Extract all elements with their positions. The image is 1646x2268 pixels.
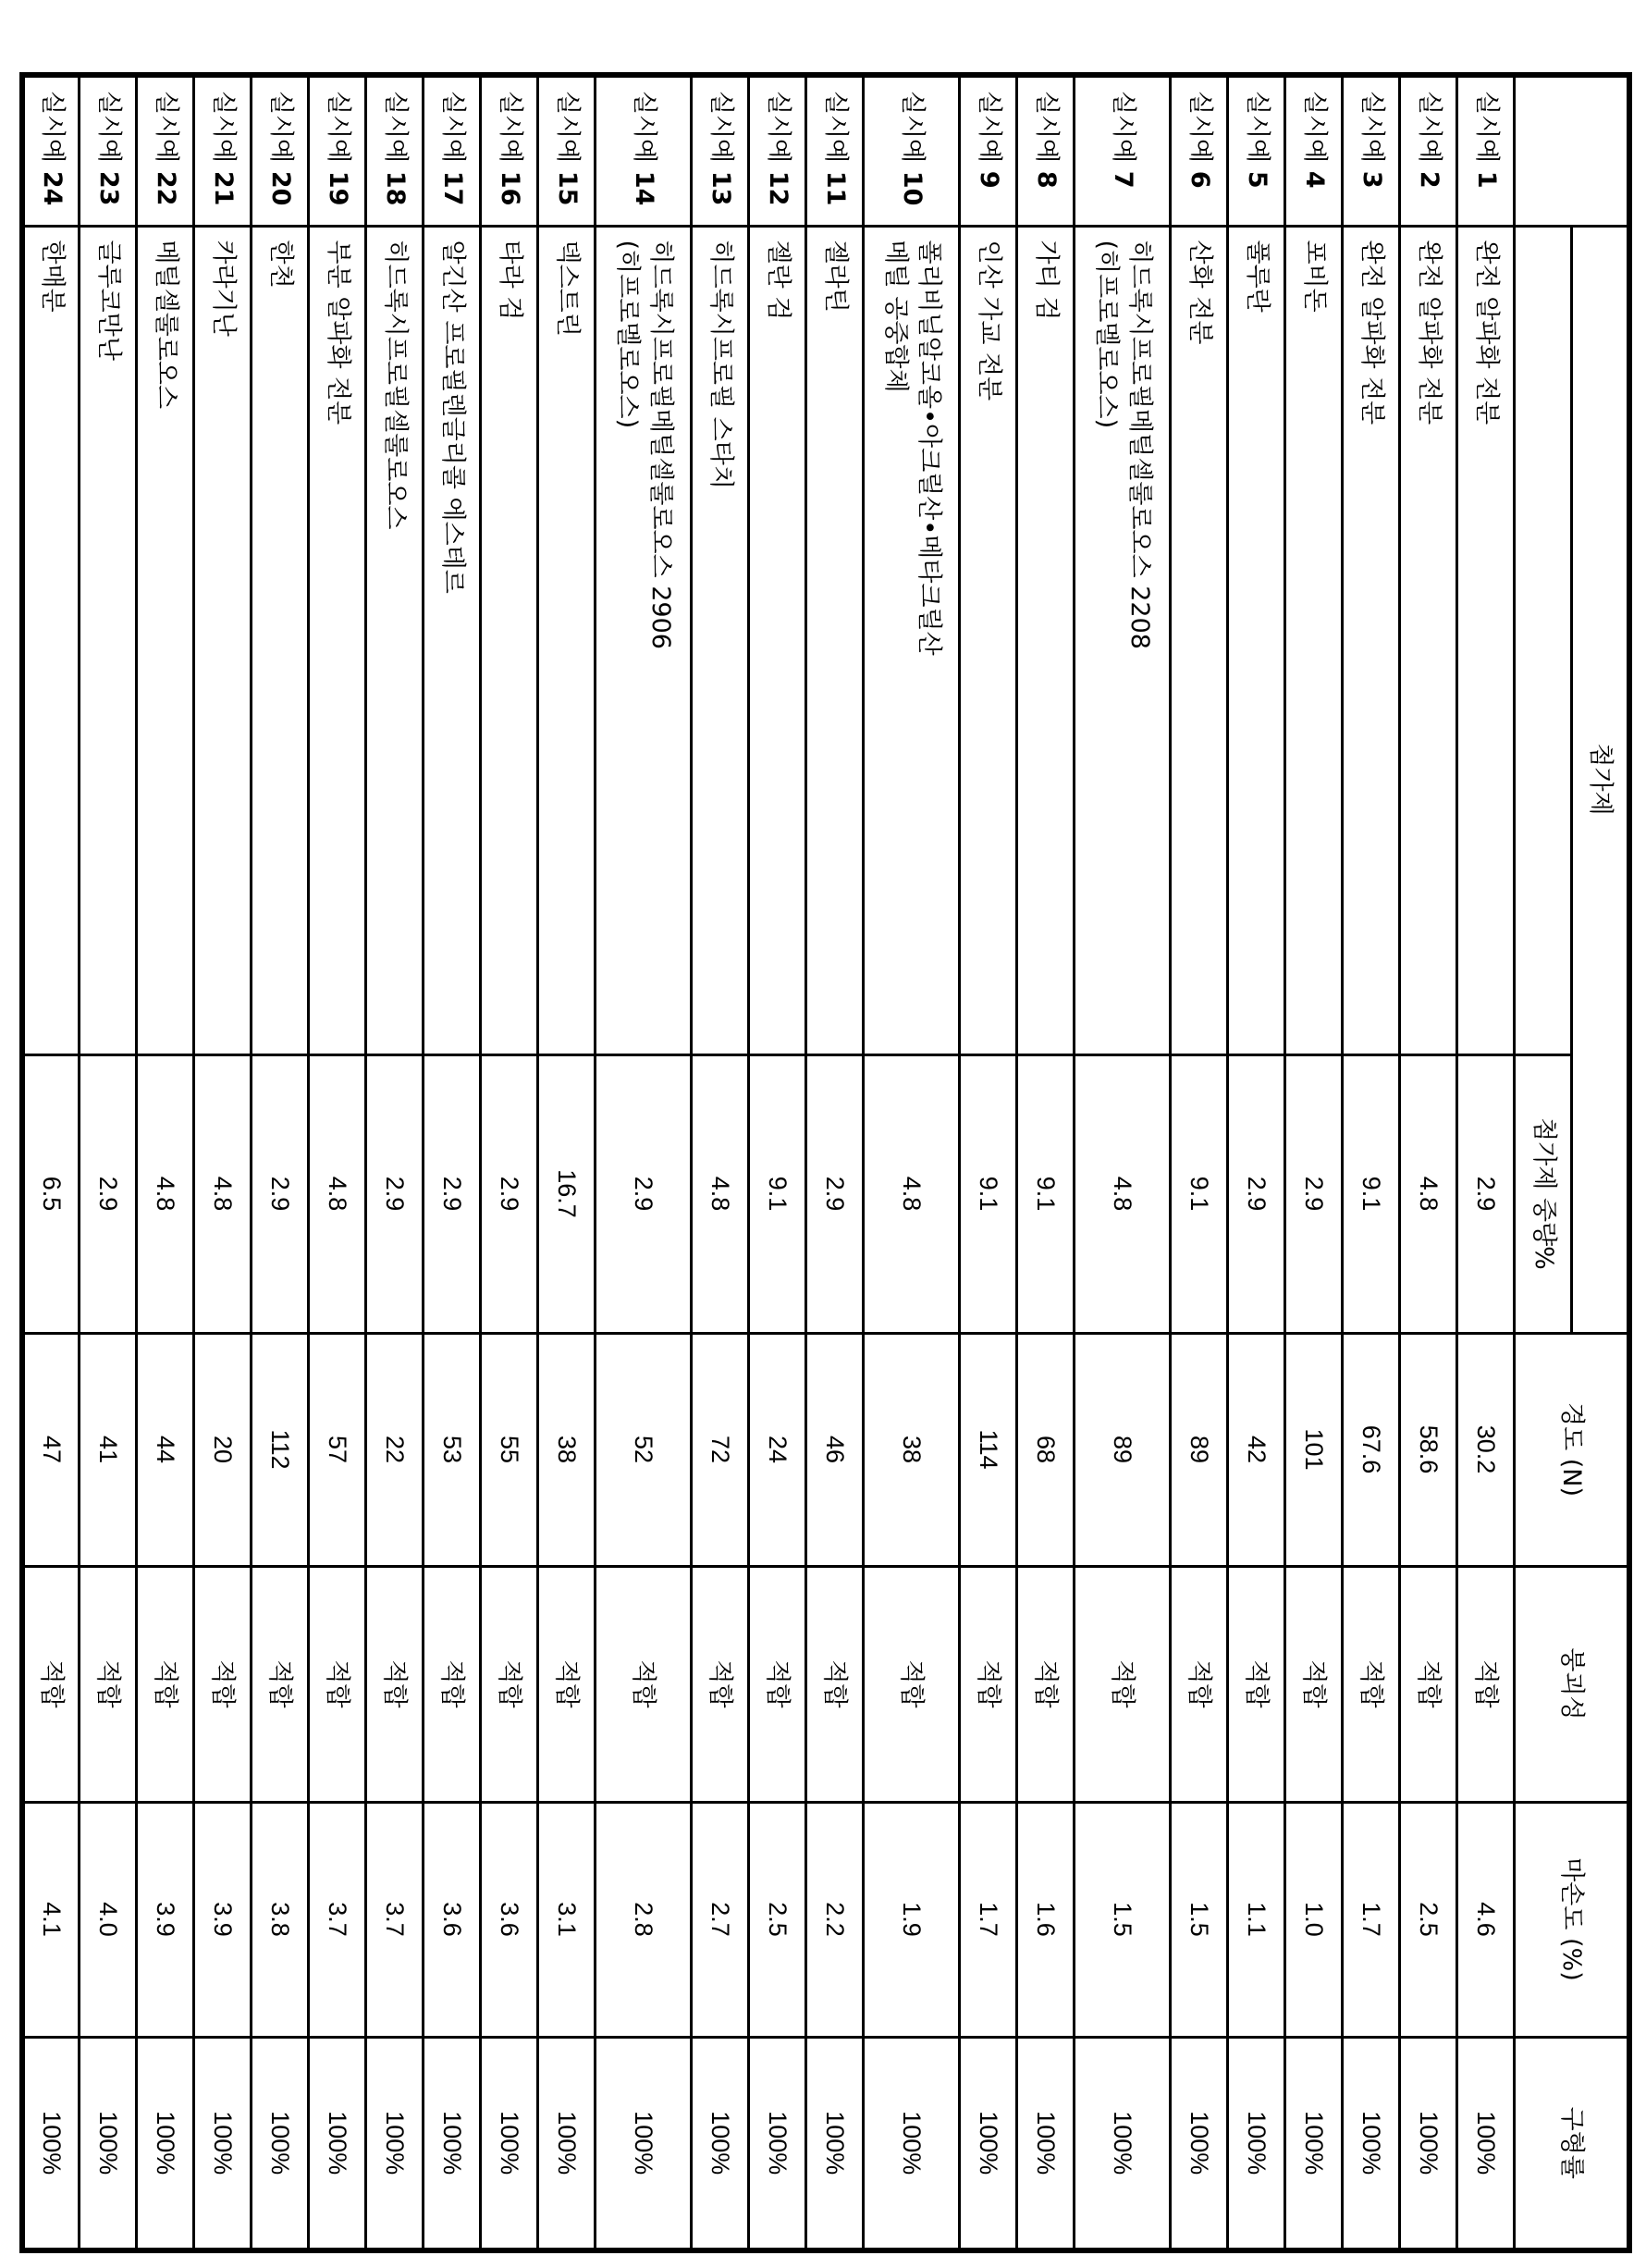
friability-cell: 4.0 xyxy=(80,1802,137,2037)
additive-cell xyxy=(1343,226,1400,1054)
sphericity-cell: 100% xyxy=(960,2037,1017,2250)
example-label: 실시예 xyxy=(898,91,927,163)
hardness-cell: 55 xyxy=(481,1333,538,1566)
additive-weight-cell: 4.8 xyxy=(864,1054,960,1333)
table-row xyxy=(80,75,137,2250)
disintegration-cell: 적합 xyxy=(864,1566,960,1802)
disintegration-cell: 적합 xyxy=(538,1566,596,1802)
hardness-cell: 24 xyxy=(749,1333,806,1566)
table-row xyxy=(960,75,1017,2250)
additive-name-line: 한천 xyxy=(264,240,297,1041)
additive-name-line: 젤란 검 xyxy=(761,240,794,1041)
example-label-cell xyxy=(596,75,692,226)
subheader-blank xyxy=(1515,226,1572,1054)
example-label-cell xyxy=(481,75,538,226)
table-row xyxy=(1457,75,1515,2250)
example-number: 15 xyxy=(553,171,582,206)
sphericity-cell: 100% xyxy=(1017,2037,1075,2250)
disintegration-cell: 적합 xyxy=(692,1566,749,1802)
additive-cell xyxy=(1017,226,1075,1054)
additive-cell xyxy=(960,226,1017,1054)
header-corner-cell xyxy=(1515,75,1629,226)
example-label: 실시예 xyxy=(975,91,1003,163)
disintegration-cell: 적합 xyxy=(1343,1566,1400,1802)
hardness-cell: 41 xyxy=(80,1333,137,1566)
additive-name-line: 젤라틴 xyxy=(818,240,852,1041)
additive-name-line: 산화 전분 xyxy=(1183,240,1216,1041)
hardness-cell: 53 xyxy=(424,1333,481,1566)
sphericity-cell: 100% xyxy=(692,2037,749,2250)
header-hardness: 경도 (N) xyxy=(1515,1333,1629,1566)
additive-cell xyxy=(864,226,960,1054)
example-number: 20 xyxy=(266,171,295,206)
table-row xyxy=(366,75,424,2250)
additive-name-line: 가티 검 xyxy=(1029,240,1063,1041)
sphericity-cell: 100% xyxy=(1457,2037,1515,2250)
friability-cell: 1.9 xyxy=(864,1802,960,2037)
friability-cell: 3.9 xyxy=(137,1802,194,2037)
additive-name-line: 알긴산 프로필렌글리콜 에스테르 xyxy=(436,240,469,1041)
sphericity-cell: 100% xyxy=(806,2037,864,2250)
example-label-cell xyxy=(864,75,960,226)
sphericity-cell: 100% xyxy=(137,2037,194,2250)
example-label: 실시예 xyxy=(1032,91,1061,163)
disintegration-cell: 적합 xyxy=(309,1566,366,1802)
additive-name-line: 폴리비닐알코올•아크릴산•메타크릴산 xyxy=(912,240,945,1041)
example-label: 실시예 xyxy=(821,91,850,163)
example-label-cell xyxy=(309,75,366,226)
additive-name-line: 완전 알파화 전분 xyxy=(1355,240,1388,1041)
disintegration-cell: 적합 xyxy=(749,1566,806,1802)
table-row xyxy=(194,75,252,2250)
table-row xyxy=(806,75,864,2250)
example-label-cell xyxy=(806,75,864,226)
additive-name-line: (히프로멜로오스) xyxy=(1089,240,1123,1041)
table-row xyxy=(749,75,806,2250)
header-sphericity: 구형률 xyxy=(1515,2037,1629,2250)
disintegration-cell: 적합 xyxy=(1228,1566,1285,1802)
disintegration-cell: 적합 xyxy=(1017,1566,1075,1802)
additive-cell xyxy=(366,226,424,1054)
rotated-table-page xyxy=(23,72,1632,2248)
sphericity-cell: 100% xyxy=(309,2037,366,2250)
sphericity-cell: 100% xyxy=(864,2037,960,2250)
friability-cell: 1.5 xyxy=(1171,1802,1228,2037)
additive-weight-cell: 9.1 xyxy=(1017,1054,1075,1333)
example-number: 4 xyxy=(1300,171,1329,189)
table-row xyxy=(22,75,80,2250)
friability-cell: 4.6 xyxy=(1457,1802,1515,2037)
disintegration-cell: 적합 xyxy=(137,1566,194,1802)
example-number: 5 xyxy=(1243,171,1271,189)
hardness-cell: 89 xyxy=(1075,1333,1171,1566)
example-label: 실시예 xyxy=(496,91,524,163)
example-number: 23 xyxy=(94,171,123,206)
disintegration-cell: 적합 xyxy=(1285,1566,1343,1802)
example-number: 1 xyxy=(1472,171,1501,189)
example-label-cell xyxy=(1400,75,1457,226)
additive-cell xyxy=(692,226,749,1054)
example-label: 실시예 xyxy=(1357,91,1386,163)
additive-weight-cell: 2.9 xyxy=(1228,1054,1285,1333)
example-label-cell xyxy=(692,75,749,226)
example-label: 실시예 xyxy=(1109,91,1137,163)
example-label: 실시예 xyxy=(764,91,792,163)
table-row xyxy=(864,75,960,2250)
example-label-cell xyxy=(538,75,596,226)
sphericity-cell: 100% xyxy=(366,2037,424,2250)
additive-cell xyxy=(806,226,864,1054)
disintegration-cell: 적합 xyxy=(1171,1566,1228,1802)
sphericity-cell: 100% xyxy=(1285,2037,1343,2250)
friability-cell: 3.7 xyxy=(309,1802,366,2037)
hardness-cell: 47 xyxy=(22,1333,80,1566)
hardness-cell: 114 xyxy=(960,1333,1017,1566)
friability-cell: 1.0 xyxy=(1285,1802,1343,2037)
additive-cell xyxy=(194,226,252,1054)
additive-cell xyxy=(1228,226,1285,1054)
example-label-cell xyxy=(22,75,80,226)
hardness-cell: 57 xyxy=(309,1333,366,1566)
example-label: 실시예 xyxy=(1300,91,1329,163)
friability-cell: 3.9 xyxy=(194,1802,252,2037)
additive-name-line: 글루코만난 xyxy=(92,240,125,1041)
friability-cell: 1.7 xyxy=(1343,1802,1400,2037)
additive-cell xyxy=(252,226,309,1054)
additive-name-line: 히드록시프로필셀룰로오스 xyxy=(378,240,412,1041)
disintegration-cell: 적합 xyxy=(366,1566,424,1802)
example-label: 실시예 xyxy=(152,91,180,163)
friability-cell: 3.6 xyxy=(424,1802,481,2037)
additive-weight-cell: 2.9 xyxy=(80,1054,137,1333)
additive-weight-cell: 2.9 xyxy=(366,1054,424,1333)
hardness-cell: 89 xyxy=(1171,1333,1228,1566)
additive-cell xyxy=(749,226,806,1054)
header-additive: 첨가제 xyxy=(1572,226,1629,1333)
sphericity-cell: 100% xyxy=(1228,2037,1285,2250)
header-disintegration: 붕괴성 xyxy=(1515,1566,1629,1802)
example-label-cell xyxy=(80,75,137,226)
additive-weight-cell: 4.8 xyxy=(692,1054,749,1333)
hardness-cell: 46 xyxy=(806,1333,864,1566)
additive-weight-cell: 4.8 xyxy=(309,1054,366,1333)
additive-weight-cell: 6.5 xyxy=(22,1054,80,1333)
hardness-cell: 67.6 xyxy=(1343,1333,1400,1566)
example-label-cell xyxy=(1171,75,1228,226)
example-number: 13 xyxy=(706,171,735,206)
table-row xyxy=(424,75,481,2250)
friability-cell: 1.6 xyxy=(1017,1802,1075,2037)
example-label: 실시예 xyxy=(209,91,238,163)
hardness-cell: 112 xyxy=(252,1333,309,1566)
example-label: 실시예 xyxy=(1415,91,1443,163)
example-number: 10 xyxy=(898,171,927,206)
additive-weight-cell: 2.9 xyxy=(424,1054,481,1333)
disintegration-cell: 적합 xyxy=(22,1566,80,1802)
table-row xyxy=(137,75,194,2250)
sphericity-cell: 100% xyxy=(1400,2037,1457,2250)
additive-cell xyxy=(80,226,137,1054)
example-label-cell xyxy=(1285,75,1343,226)
friability-cell: 3.6 xyxy=(481,1802,538,2037)
example-label: 실시예 xyxy=(1472,91,1501,163)
additive-weight-cell: 9.1 xyxy=(1343,1054,1400,1333)
example-number: 18 xyxy=(381,171,410,206)
sphericity-cell: 100% xyxy=(1171,2037,1228,2250)
additive-cell xyxy=(1075,226,1171,1054)
additive-name-line: 한매분 xyxy=(35,240,68,1041)
sphericity-cell: 100% xyxy=(481,2037,538,2250)
additive-name-line: 포비돈 xyxy=(1297,240,1331,1041)
additive-name-line: 카라기난 xyxy=(206,240,240,1041)
sphericity-cell: 100% xyxy=(749,2037,806,2250)
additive-name-line: 히드록시프로필 스타치 xyxy=(704,240,737,1041)
friability-cell: 2.5 xyxy=(1400,1802,1457,2037)
example-label: 실시예 xyxy=(324,91,352,163)
friability-cell: 4.1 xyxy=(22,1802,80,2037)
example-label: 실시예 xyxy=(1243,91,1271,163)
example-label: 실시예 xyxy=(438,91,467,163)
additive-cell xyxy=(1457,226,1515,1054)
additive-cell xyxy=(22,226,80,1054)
friability-cell: 2.2 xyxy=(806,1802,864,2037)
disintegration-cell: 적합 xyxy=(596,1566,692,1802)
hardness-cell: 20 xyxy=(194,1333,252,1566)
table-row xyxy=(538,75,596,2250)
table-row xyxy=(309,75,366,2250)
additive-weight-cell: 4.8 xyxy=(194,1054,252,1333)
table-row xyxy=(481,75,538,2250)
hardness-cell: 30.2 xyxy=(1457,1333,1515,1566)
table-row xyxy=(692,75,749,2250)
disintegration-cell: 적합 xyxy=(1457,1566,1515,1802)
results-table xyxy=(19,72,1632,2253)
example-number: 3 xyxy=(1357,171,1386,189)
additive-weight-cell: 2.9 xyxy=(1285,1054,1343,1333)
disintegration-cell: 적합 xyxy=(806,1566,864,1802)
example-label: 실시예 xyxy=(38,91,67,163)
sphericity-cell: 100% xyxy=(22,2037,80,2250)
table-row xyxy=(252,75,309,2250)
hardness-cell: 52 xyxy=(596,1333,692,1566)
friability-cell: 2.7 xyxy=(692,1802,749,2037)
additive-cell xyxy=(596,226,692,1054)
disintegration-cell: 적합 xyxy=(80,1566,137,1802)
additive-name-line: 완전 알파화 전분 xyxy=(1469,240,1503,1041)
disintegration-cell: 적합 xyxy=(424,1566,481,1802)
friability-cell: 2.5 xyxy=(749,1802,806,2037)
additive-cell xyxy=(1171,226,1228,1054)
additive-name-line: 메틸 공중합체 xyxy=(878,240,912,1041)
additive-cell xyxy=(309,226,366,1054)
example-label: 실시예 xyxy=(381,91,410,163)
friability-cell: 3.8 xyxy=(252,1802,309,2037)
friability-cell: 1.1 xyxy=(1228,1802,1285,2037)
hardness-cell: 72 xyxy=(692,1333,749,1566)
additive-weight-cell: 4.8 xyxy=(1075,1054,1171,1333)
sphericity-cell: 100% xyxy=(252,2037,309,2250)
table-row xyxy=(1171,75,1228,2250)
additive-weight-cell: 2.9 xyxy=(806,1054,864,1333)
example-label: 실시예 xyxy=(1185,91,1214,163)
disintegration-cell: 적합 xyxy=(1400,1566,1457,1802)
header-friability: 마손도 (%) xyxy=(1515,1802,1629,2037)
example-label: 실시예 xyxy=(630,91,658,163)
sphericity-cell: 100% xyxy=(538,2037,596,2250)
hardness-cell: 68 xyxy=(1017,1333,1075,1566)
example-label-cell xyxy=(1075,75,1171,226)
example-label-cell xyxy=(424,75,481,226)
hardness-cell: 44 xyxy=(137,1333,194,1566)
additive-name-line: 히드록시프로필메틸셀룰로오스 2906 xyxy=(644,240,677,1041)
additive-name-line: (히프로멜로오스) xyxy=(610,240,644,1041)
sphericity-cell: 100% xyxy=(1075,2037,1171,2250)
table-row xyxy=(1285,75,1343,2250)
additive-name-line: 풀루란 xyxy=(1240,240,1273,1041)
example-number: 17 xyxy=(438,171,467,206)
disintegration-cell: 적합 xyxy=(194,1566,252,1802)
additive-weight-cell: 9.1 xyxy=(1171,1054,1228,1333)
example-number: 6 xyxy=(1185,171,1214,189)
example-number: 22 xyxy=(152,171,180,206)
additive-weight-cell: 9.1 xyxy=(960,1054,1017,1333)
sphericity-cell: 100% xyxy=(80,2037,137,2250)
example-label: 실시예 xyxy=(266,91,295,163)
disintegration-cell: 적합 xyxy=(252,1566,309,1802)
example-number: 8 xyxy=(1032,171,1061,189)
disintegration-cell: 적합 xyxy=(1075,1566,1171,1802)
example-label-cell xyxy=(137,75,194,226)
disintegration-cell: 적합 xyxy=(960,1566,1017,1802)
example-label-cell xyxy=(366,75,424,226)
table-row xyxy=(1075,75,1171,2250)
hardness-cell: 22 xyxy=(366,1333,424,1566)
sphericity-cell: 100% xyxy=(596,2037,692,2250)
example-label-cell xyxy=(1017,75,1075,226)
hardness-cell: 38 xyxy=(538,1333,596,1566)
additive-weight-cell: 9.1 xyxy=(749,1054,806,1333)
additive-cell xyxy=(1285,226,1343,1054)
friability-cell: 3.7 xyxy=(366,1802,424,2037)
example-label: 실시예 xyxy=(706,91,735,163)
example-number: 19 xyxy=(324,171,352,206)
example-number: 16 xyxy=(496,171,524,206)
example-label: 실시예 xyxy=(553,91,582,163)
example-label-cell xyxy=(960,75,1017,226)
additive-weight-cell: 4.8 xyxy=(1400,1054,1457,1333)
example-label-cell xyxy=(194,75,252,226)
additive-cell xyxy=(424,226,481,1054)
table-row xyxy=(596,75,692,2250)
friability-cell: 1.5 xyxy=(1075,1802,1171,2037)
example-number: 24 xyxy=(38,171,67,206)
additive-cell xyxy=(1400,226,1457,1054)
example-label-cell xyxy=(1343,75,1400,226)
hardness-cell: 42 xyxy=(1228,1333,1285,1566)
table-body xyxy=(22,75,1515,2250)
header-row xyxy=(1572,75,1629,2250)
example-number: 7 xyxy=(1109,171,1137,189)
example-number: 14 xyxy=(630,171,658,206)
additive-name-line: 덱스트린 xyxy=(550,240,583,1041)
additive-weight-cell: 16.7 xyxy=(538,1054,596,1333)
additive-weight-cell: 4.8 xyxy=(137,1054,194,1333)
example-number: 21 xyxy=(209,171,238,206)
example-label-cell xyxy=(749,75,806,226)
additive-name-line: 인산 가교 전분 xyxy=(972,240,1005,1041)
header-additive-weight: 첨가제 중량% xyxy=(1515,1054,1572,1333)
example-label-cell xyxy=(1457,75,1515,226)
additive-name-line: 메틸셀룰로오스 xyxy=(149,240,182,1041)
sphericity-cell: 100% xyxy=(194,2037,252,2250)
friability-cell: 3.1 xyxy=(538,1802,596,2037)
additive-name-line: 부분 알파화 전분 xyxy=(321,240,354,1041)
table-row xyxy=(1400,75,1457,2250)
additive-name-line: 타라 검 xyxy=(493,240,526,1041)
friability-cell: 1.7 xyxy=(960,1802,1017,2037)
additive-name-line: 완전 알파화 전분 xyxy=(1412,240,1445,1041)
table-row xyxy=(1228,75,1285,2250)
example-number: 12 xyxy=(764,171,792,206)
sphericity-cell: 100% xyxy=(424,2037,481,2250)
additive-weight-cell: 2.9 xyxy=(596,1054,692,1333)
example-number: 2 xyxy=(1415,171,1443,189)
example-number: 11 xyxy=(821,171,850,206)
additive-weight-cell: 2.9 xyxy=(481,1054,538,1333)
hardness-cell: 38 xyxy=(864,1333,960,1566)
disintegration-cell: 적합 xyxy=(481,1566,538,1802)
hardness-cell: 58.6 xyxy=(1400,1333,1457,1566)
sphericity-cell: 100% xyxy=(1343,2037,1400,2250)
example-label-cell xyxy=(252,75,309,226)
table-row xyxy=(1017,75,1075,2250)
additive-weight-cell: 2.9 xyxy=(252,1054,309,1333)
additive-name-line: 히드록시프로필메틸셀룰로오스 2208 xyxy=(1123,240,1156,1041)
additive-cell xyxy=(137,226,194,1054)
example-label-cell xyxy=(1228,75,1285,226)
additive-weight-cell: 2.9 xyxy=(1457,1054,1515,1333)
example-label: 실시예 xyxy=(94,91,123,163)
additive-cell xyxy=(481,226,538,1054)
table-row xyxy=(1343,75,1400,2250)
additive-cell xyxy=(538,226,596,1054)
friability-cell: 2.8 xyxy=(596,1802,692,2037)
example-number: 9 xyxy=(975,171,1003,189)
hardness-cell: 101 xyxy=(1285,1333,1343,1566)
